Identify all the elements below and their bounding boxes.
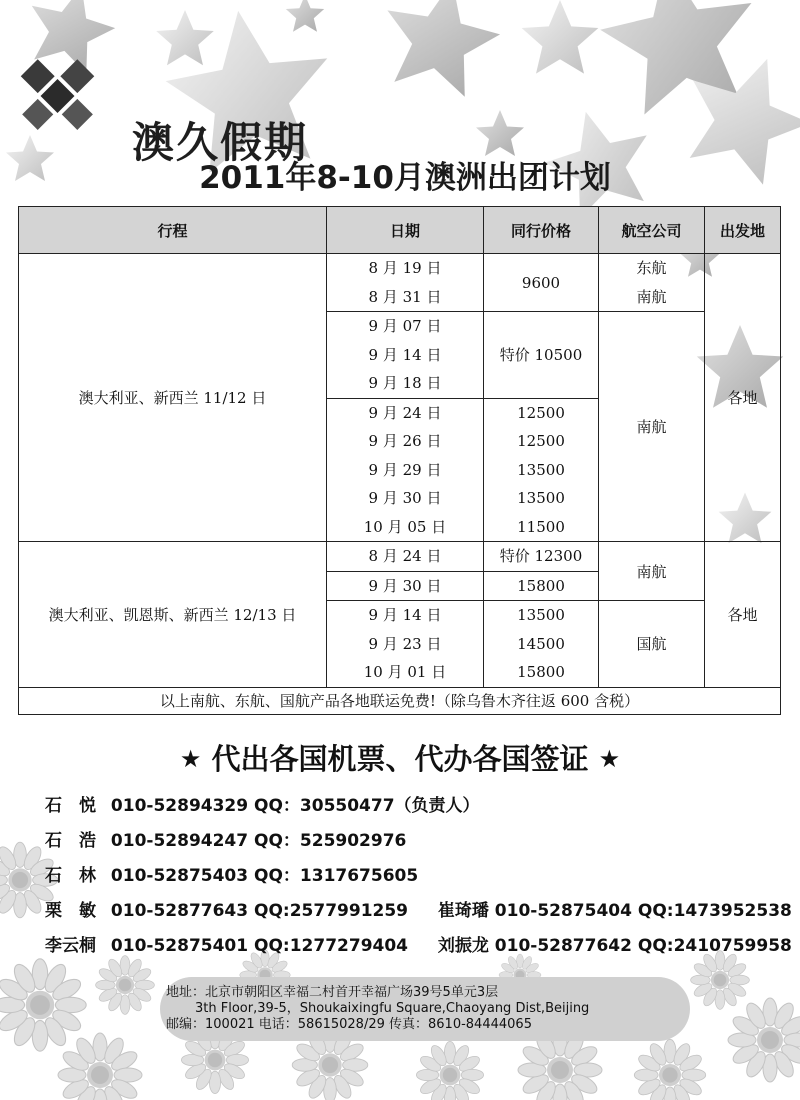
date-item: 9 月 14 日	[368, 345, 442, 364]
date-cell	[327, 601, 484, 688]
logo-icon	[20, 50, 120, 140]
contact-phone: 010-52894329	[110, 796, 249, 816]
airline-cell: 国航	[599, 601, 705, 688]
contact-name: 崔琦璠	[437, 901, 489, 921]
date-item: 10 月 01 日	[363, 663, 447, 681]
table-row	[19, 254, 781, 312]
date-cell	[327, 398, 484, 542]
date-item: 9 月 23 日	[368, 634, 442, 653]
price-item: 15800	[517, 663, 565, 681]
date-item: 9 月 14 日	[368, 606, 442, 624]
date-item: 9 月 30 日	[368, 489, 442, 507]
contact-phone: 010-52894247	[110, 831, 249, 851]
contact-name: 石 浩	[45, 831, 96, 851]
contact-row	[45, 824, 785, 859]
price-item: 11500	[517, 517, 565, 536]
contact-name: 石 林	[45, 866, 96, 886]
airline-cell: 南航	[599, 542, 705, 601]
price-cell: 特价 12300	[484, 542, 599, 572]
contact-phone: 010-52875404	[494, 901, 632, 921]
header-origin: 出发地	[705, 207, 781, 254]
address-en: 3th Floor,39-5，Shoukaixingfu Square,Chaoyang Dist,Beijing	[195, 1001, 590, 1016]
contact-qq: QQ:1473952538	[637, 901, 792, 921]
contact-phone: 010-52875403	[110, 866, 249, 886]
airline-cell: 南航	[599, 312, 705, 542]
brand-logo	[20, 50, 360, 167]
slogan	[0, 737, 800, 778]
table-note-row	[19, 687, 781, 714]
price-item: 12500	[517, 432, 565, 450]
address-contact-line	[160, 1017, 690, 1033]
header-route: 行程	[19, 207, 327, 254]
brand-name: 澳久假期	[132, 118, 309, 167]
date-item: 10 月 05 日	[363, 517, 447, 536]
airline-item: 东航	[636, 259, 667, 277]
price-item: 13500	[517, 489, 565, 507]
contact-phone: 010-52875401	[110, 936, 249, 956]
route-cell: 澳大利亚、凯恩斯、新西兰 12/13 日	[19, 542, 327, 688]
contact-phone: 010-52877643	[110, 901, 249, 921]
table-header-row	[19, 207, 781, 254]
fax: 传真：8610-84444065	[389, 1017, 532, 1032]
contact-row	[45, 789, 785, 824]
price-item: 13500	[517, 460, 565, 479]
contact-qq: QQ：525902976	[254, 831, 407, 851]
header-date: 日期	[327, 207, 484, 254]
star-icon: ★	[179, 745, 202, 773]
contact-phone: 010-52877642	[494, 936, 632, 956]
postal-code: 邮编：100021	[166, 1017, 255, 1032]
date-item: 9 月 29 日	[368, 460, 442, 479]
table-row	[19, 542, 781, 572]
table-note: 以上南航、东航、国航产品各地联运免费!（除乌鲁木齐往返 600 含税）	[19, 687, 781, 714]
date-cell: 9 月 30 日	[327, 571, 484, 601]
contact-row	[45, 894, 792, 929]
contact-qq: QQ:1277279404	[254, 936, 409, 956]
route-cell: 澳大利亚、新西兰 11/12 日	[19, 254, 327, 542]
star-icon: ★	[598, 745, 621, 773]
price-cell: 9600	[484, 254, 599, 312]
contact-qq: QQ：1317675605	[254, 866, 419, 886]
price-cell	[484, 601, 599, 688]
address-cn: 地址：北京市朝阳区幸福二村首开幸福广场39号5单元3层	[166, 985, 499, 1000]
date-item: 8 月 19 日	[368, 259, 442, 277]
contact-name: 栗 敏	[45, 901, 96, 921]
price-item: 14500	[517, 634, 565, 653]
slogan-text: 代出各国机票、代办各国签证	[211, 742, 589, 776]
origin-cell: 各地	[705, 254, 781, 542]
contact-name: 石 悦	[45, 796, 96, 816]
date-cell: 8 月 24 日	[327, 542, 484, 572]
contact-row	[45, 859, 785, 894]
page-title: 2011年8-10月澳洲出团计划	[199, 160, 611, 196]
date-item: 9 月 07 日	[368, 317, 442, 335]
date-item: 9 月 24 日	[368, 403, 442, 422]
contact-qq: QQ:2577991259	[254, 901, 409, 921]
airline-item: 南航	[636, 287, 667, 306]
telephone: 电话：58615028/29	[258, 1017, 385, 1032]
contact-name: 李云桐	[45, 936, 96, 956]
date-cell	[327, 312, 484, 399]
price-item: 13500	[517, 606, 565, 624]
airline-cell	[599, 254, 705, 312]
date-item: 9 月 26 日	[368, 432, 442, 450]
contact-qq: QQ：30550477（负责人）	[254, 796, 480, 816]
contact-name: 刘振龙	[437, 936, 489, 956]
price-cell: 15800	[484, 571, 599, 601]
date-cell	[327, 254, 484, 312]
header-airline: 航空公司	[599, 207, 705, 254]
date-item: 9 月 18 日	[368, 374, 442, 392]
contact-row	[45, 929, 792, 964]
header-price: 同行价格	[484, 207, 599, 254]
contact-list	[45, 789, 792, 964]
schedule-table	[18, 206, 781, 715]
address-box	[160, 977, 690, 1041]
price-cell: 特价 10500	[484, 312, 599, 399]
price-item: 12500	[517, 403, 565, 422]
price-cell	[484, 398, 599, 542]
origin-cell: 各地	[705, 542, 781, 688]
date-item: 8 月 31 日	[368, 287, 442, 306]
contact-qq: QQ:2410759958	[637, 936, 792, 956]
